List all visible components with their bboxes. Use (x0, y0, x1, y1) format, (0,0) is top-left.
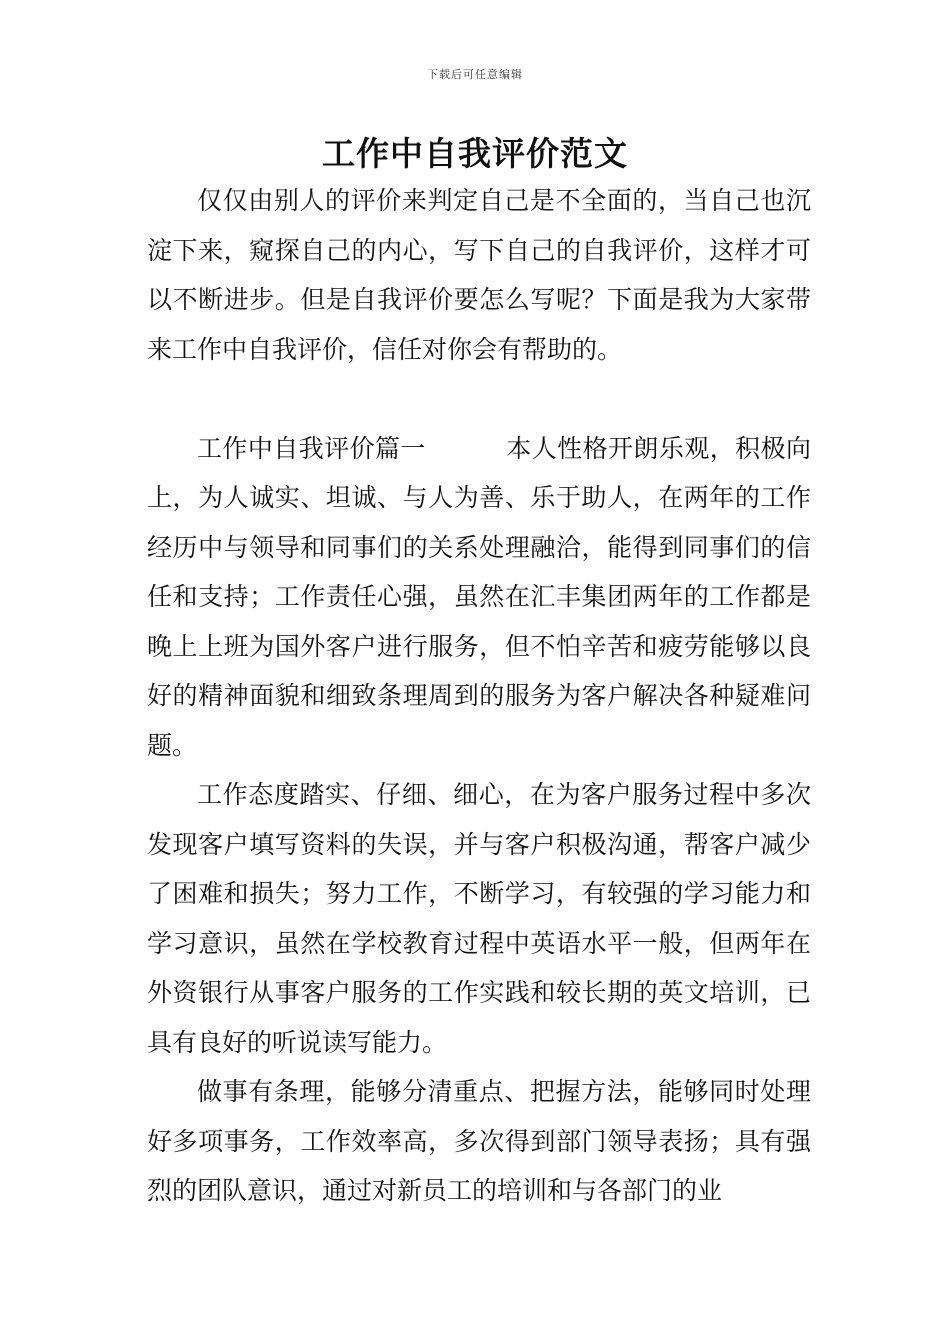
section-one-text: 本人性格开朗乐观，积极向上，为人诚实、坦诚、与人为善、乐于助人，在两年的工作经历中与领导和同事们的关系处理融洽，能得到同事们的信任和支持；工作责任心强，虽然在汇丰集团两年的工作都是晚上上班为国外客户进行服务，但不怕辛苦和疲劳能够以良好的精神面貌和细致条理周到的服务为客户解决各种疑难问题。 (147, 433, 811, 760)
page-title: 工作中自我评价范文 (322, 134, 628, 173)
body-paragraph: 工作态度踏实、仔细、细心，在为客户服务过程中多次发现客户填写资料的失误，并与客户积极沟通，帮客户减少了困难和损失；努力工作，不断学习，有较强的学习能力和学习意识，虽然在学校教育过程中英语水平一般，但两年在外资银行从事客户服务的工作实践和较长期的英文培训，已具有良好的听说读写能力。 (147, 780, 811, 1057)
intro-paragraph: 仅仅由别人的评价来判定自己是不全面的，当自己也沉淀下来，窥探自己的内心，写下自己的自我评价，这样才可以不断进步。但是自我评价要怎么写呢？下面是我为大家带来工作中自我评价，信任对你会有帮助的。 (147, 186, 811, 364)
paragraph-spacer (147, 374, 811, 424)
section-one-paragraph (147, 424, 811, 771)
header-note: 下载后可任意编辑 (427, 68, 523, 81)
section-heading: 工作中自我评价篇一 (197, 433, 426, 463)
body-paragraph: 做事有条理，能够分清重点、把握方法，能够同时处理好多项事务，工作效率高，多次得到部门领导表扬；具有强烈的团队意识，通过对新员工的培训和与各部门的业 (147, 1077, 811, 1205)
document-body (147, 176, 811, 1216)
